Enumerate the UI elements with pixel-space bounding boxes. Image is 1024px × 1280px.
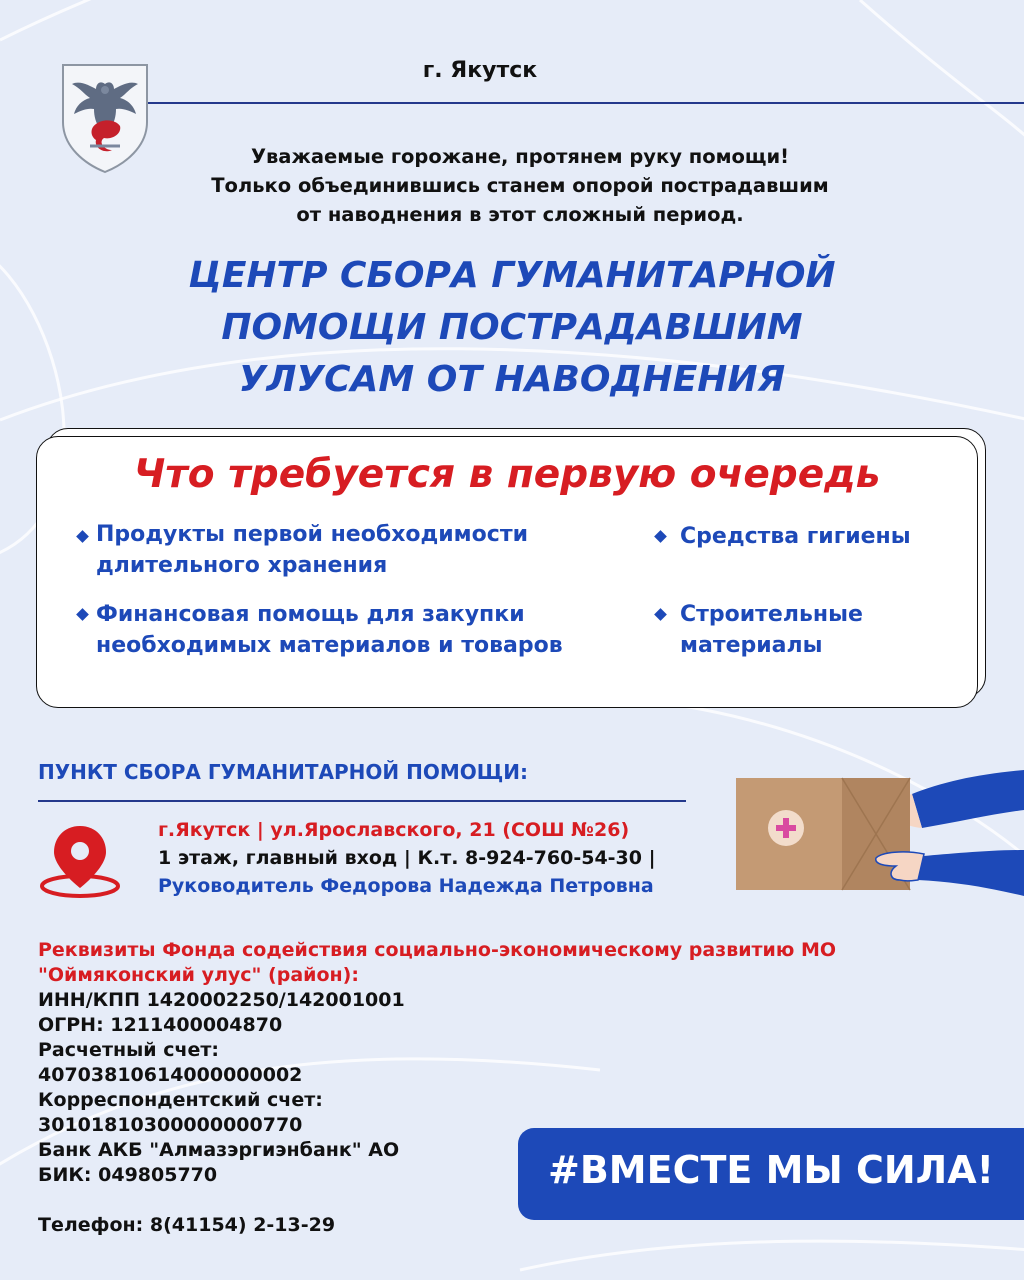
requisites-line: 30101810300000000770 <box>38 1114 303 1136</box>
need-item-line: Финансовая помощь для закупки <box>96 602 525 627</box>
slogan-text: #ВМЕСТЕ МЫ СИЛА! <box>548 1148 994 1192</box>
hands-holding-aid-box-icon <box>728 730 1024 920</box>
appeal-line: Уважаемые горожане, протянем руку помощи! <box>250 145 790 168</box>
requisites-line: Расчетный счет: <box>38 1039 219 1061</box>
need-item <box>680 599 863 661</box>
headline-line: УЛУСАМ ОТ НАВОДНЕНИЯ <box>238 359 786 400</box>
location-pin-icon <box>38 822 122 900</box>
collection-point-address <box>158 816 656 900</box>
address-line: г.Якутск | ул.Ярославского, 21 (СОШ №26) <box>158 819 630 841</box>
need-item-line: материалы <box>680 633 823 658</box>
collection-point-title: ПУНКТ СБОРА ГУМАНИТАРНОЙ ПОМОЩИ: <box>38 760 529 784</box>
requisites-title: "Оймяконский улус" (район): <box>38 964 359 986</box>
needs-title: Что требуется в первую очередь <box>133 452 881 497</box>
headline-line: ПОМОЩИ ПОСТРАДАВШИМ <box>221 307 803 348</box>
requisites-line: Банк АКБ "Алмазэргиэнбанк" АО <box>38 1139 400 1161</box>
manager-line: Руководитель Федорова Надежда Петровна <box>158 875 654 897</box>
need-item-line: длительного хранения <box>96 553 388 578</box>
need-item-line: Строительные <box>680 602 863 627</box>
requisites-line: БИК: 049805770 <box>38 1164 218 1186</box>
requisites-line: 40703810614000000002 <box>38 1064 303 1086</box>
need-item-line: Продукты первой необходимости <box>96 522 528 547</box>
appeal-line: Только объединившись станем опорой пострадавшим <box>211 174 829 197</box>
phone-number: Телефон: 8(41154) 2-13-29 <box>38 1214 336 1236</box>
appeal-text <box>120 142 920 229</box>
appeal-line: от наводнения в этот сложный период. <box>296 203 744 226</box>
headline-line: ЦЕНТР СБОРА ГУМАНИТАРНОЙ <box>188 255 836 296</box>
header-divider <box>148 102 1024 104</box>
need-item <box>680 521 911 552</box>
need-item <box>96 599 563 661</box>
details-line: 1 этаж, главный вход | К.т. 8-924-760-54-30 | <box>158 847 656 869</box>
requisites-line: ИНН/КПП 1420002250/142001001 <box>38 989 405 1011</box>
need-item <box>96 519 528 581</box>
requisites-line: ОГРН: 1211400004870 <box>38 1014 283 1036</box>
requisites-title: Реквизиты Фонда содействия социально-экономическому развитию МО <box>38 939 836 961</box>
need-item-line: Средства гигиены <box>680 524 911 549</box>
city-label: г. Якутск <box>422 58 538 83</box>
need-item-line: необходимых материалов и товаров <box>96 633 563 658</box>
collection-point-divider <box>38 800 686 802</box>
requisites-line: Корреспондентский счет: <box>38 1089 323 1111</box>
main-headline <box>60 250 964 406</box>
